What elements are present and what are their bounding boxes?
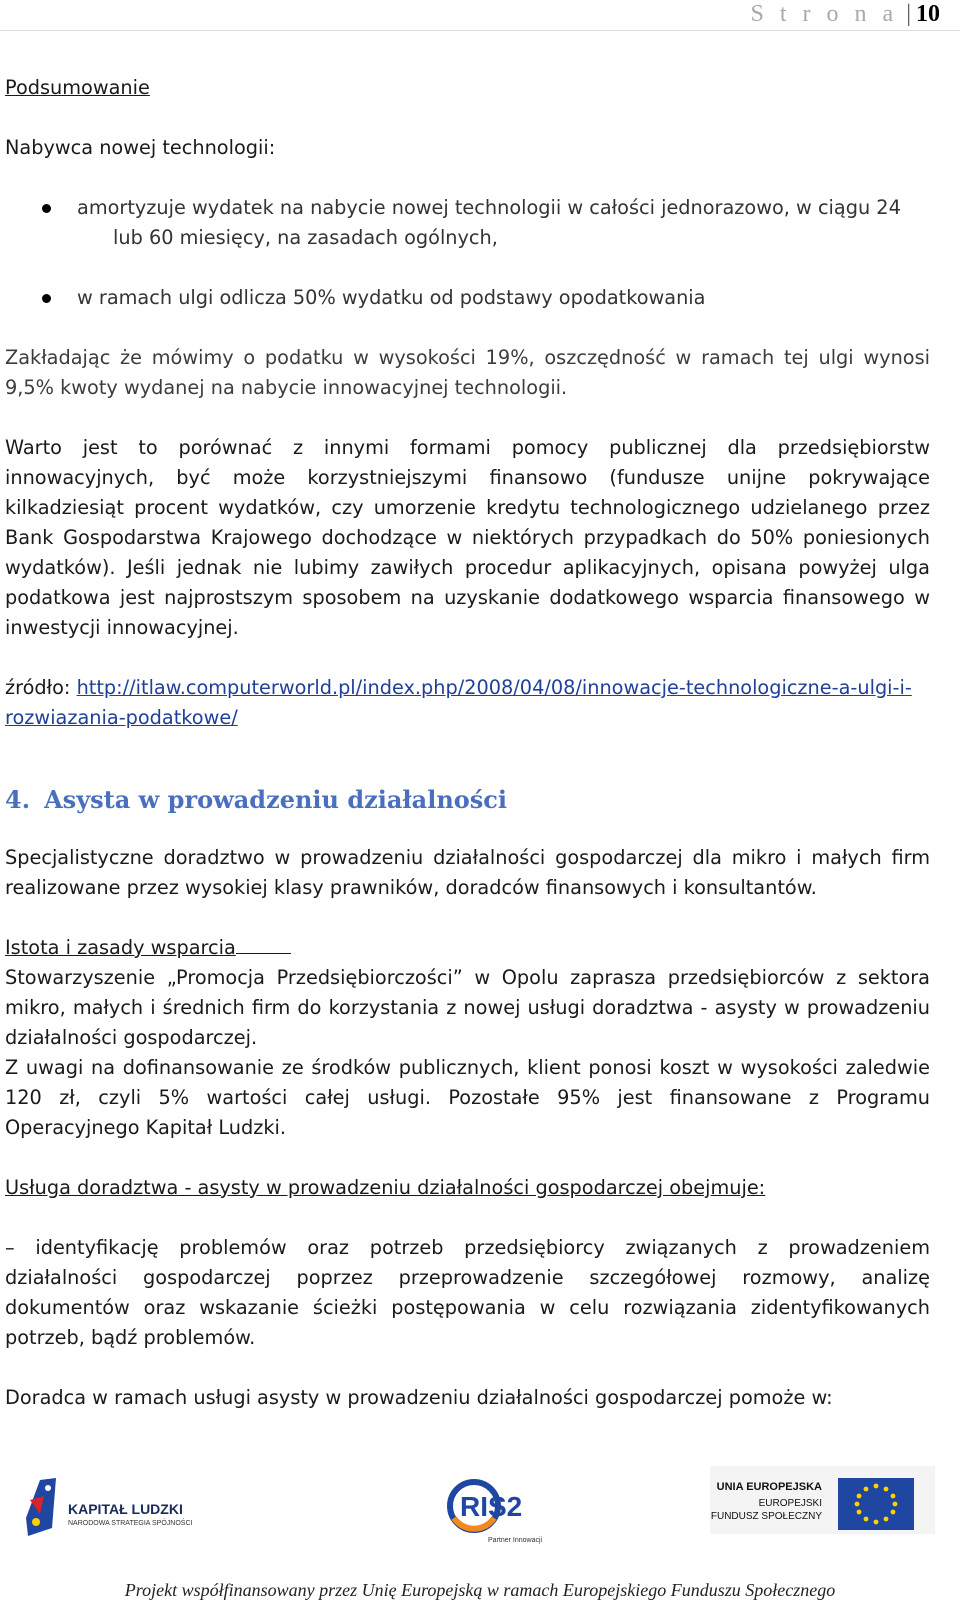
ris2-text: RIS2 bbox=[460, 1491, 523, 1522]
support-paragraph-1: Stowarzyszenie „Promocja Przedsiębiorczości” w Opolu zaprasza przedsiębiorców z sektora mikro, małych i średnich firm do korzystania z nowej usługi doradztwa - asysty w prowadzeniu działalności gospodarczej. bbox=[5, 966, 930, 1049]
scope-heading: Usługa doradztwa - asysty w prowadzeniu działalności gospodarczej obejmuje: bbox=[5, 1176, 766, 1199]
section-intro: Specjalistyczne doradztwo w prowadzeniu działalności gospodarczej dla mikro i małych firm realizowane przez wysokiej klasy prawników, doradców finansowych i konsultantów. bbox=[5, 846, 930, 899]
subheading-rule bbox=[236, 935, 291, 954]
comparison-paragraph: Warto jest to porównać z innymi formami pomocy publicznej dla przedsiębiorstw innowacyjnych, być może korzystniejszymi finansowo (fundusze unijne pokrywające kilkadziesiąt procent wydatków, czy umorzenie kredytu technologicznego udzielanego przez Bank Gospodarstwa Krajowego dochodzące w niektórych przypadkach do 50% poniesionych wydatków). Jeśli jednak nie lubimy zawiłych procedur aplikacyjnych, opisana powyżej ulga podatkowa jest najprostszym sposobem na uzyskanie dodatkowego wsparcia finansowego w inwestycji innowacyjnej. bbox=[5, 436, 930, 639]
footer-logos bbox=[0, 1462, 960, 1552]
support-subheading-line bbox=[5, 933, 930, 963]
list-item: w ramach ulgi odlicza 50% wydatku od podstawy opodatkowania bbox=[5, 283, 930, 313]
source-line bbox=[5, 673, 930, 733]
ue-line2: EUROPEJSKI bbox=[758, 1498, 822, 1509]
page-header bbox=[0, 0, 960, 31]
bullet-icon bbox=[42, 204, 51, 213]
eu-social-fund-logo bbox=[710, 1466, 935, 1534]
running-title: S t r o n a bbox=[750, 1, 899, 27]
document-body bbox=[5, 73, 930, 1413]
source-link[interactable]: http://itlaw.computerworld.pl/index.php/2008/04/08/innowacje-technologiczne-a-ulgi-i-rozwiazania-podatkowe/ bbox=[5, 676, 912, 729]
page-number-separator: | bbox=[906, 1, 916, 27]
kapital-ludzki-emblem-icon bbox=[22, 1470, 212, 1540]
closing-paragraph: Doradca w ramach usługi asysty w prowadzeniu działalności gospodarczej pomoże w: bbox=[5, 1386, 833, 1409]
ue-line3: FUNDUSZ SPOŁECZNY bbox=[710, 1511, 822, 1522]
list-item: amortyzuje wydatek na nabycie nowej technologii w całości jednorazowo, w ciągu 24 lub 60 miesięcy, na zasadach ogólnych, bbox=[5, 193, 930, 253]
section-number: 4. bbox=[5, 785, 31, 814]
eu-flag-emblem-icon bbox=[710, 1466, 935, 1534]
support-paragraph-2: Z uwagi na dofinansowanie ze środków publicznych, klient ponosi koszt w wysokości zaledwie 120 zł, czyli 5% wartości całej usługi. Pozostałe 95% jest finansowane z Programu Operacyjnego Kapitał Ludzki. bbox=[5, 1056, 930, 1139]
summary-intro: Nabywca nowej technologii: bbox=[5, 136, 276, 159]
scope-item: – identyfikację problemów oraz potrzeb przedsiębiorcy związanych z prowadzeniem działalności gospodarczej poprzez przeprowadzenie szczegółowej rozmowy, analizę dokumentów oraz wskazanie ścieżki postępowania w celu rozwiązania zidentyfikowanych potrzeb, bądź problemów. bbox=[5, 1236, 930, 1349]
ris2-logo bbox=[440, 1474, 560, 1546]
kapital-ludzki-logo bbox=[22, 1470, 212, 1540]
section-title: Asysta w prowadzeniu działalności bbox=[44, 785, 508, 814]
cofinancing-note: Projekt współfinansowany przez Unię Europejską w ramach Europejskiego Funduszu Społecznego bbox=[124, 1580, 836, 1600]
summary-bullet-list-2 bbox=[5, 283, 930, 313]
section-heading bbox=[5, 785, 930, 815]
source-label: źródło: bbox=[5, 676, 71, 699]
summary-bullet-list bbox=[5, 193, 930, 253]
kl-title: KAPITAŁ LUDZKI bbox=[68, 1501, 183, 1517]
page-number-value: 10 bbox=[916, 1, 940, 27]
support-subheading: Istota i zasady wsparcia bbox=[5, 936, 236, 959]
bullet-icon bbox=[42, 294, 51, 303]
kl-subtitle: NARODOWA STRATEGIA SPÓJNOŚCI bbox=[68, 1520, 193, 1527]
ue-line1: UNIA EUROPEJSKA bbox=[716, 1481, 822, 1493]
savings-paragraph: Zakładając że mówimy o podatku w wysokości 19%, oszczędność w ramach tej ulgi wynosi 9,5% kwoty wydanej na nabycie innowacyjnej technologii. bbox=[5, 346, 930, 399]
summary-heading: Podsumowanie bbox=[5, 76, 150, 99]
page-number bbox=[751, 0, 940, 28]
ris2-emblem-icon bbox=[440, 1474, 560, 1546]
ris2-subtitle: Partner Innowacji bbox=[488, 1537, 543, 1544]
